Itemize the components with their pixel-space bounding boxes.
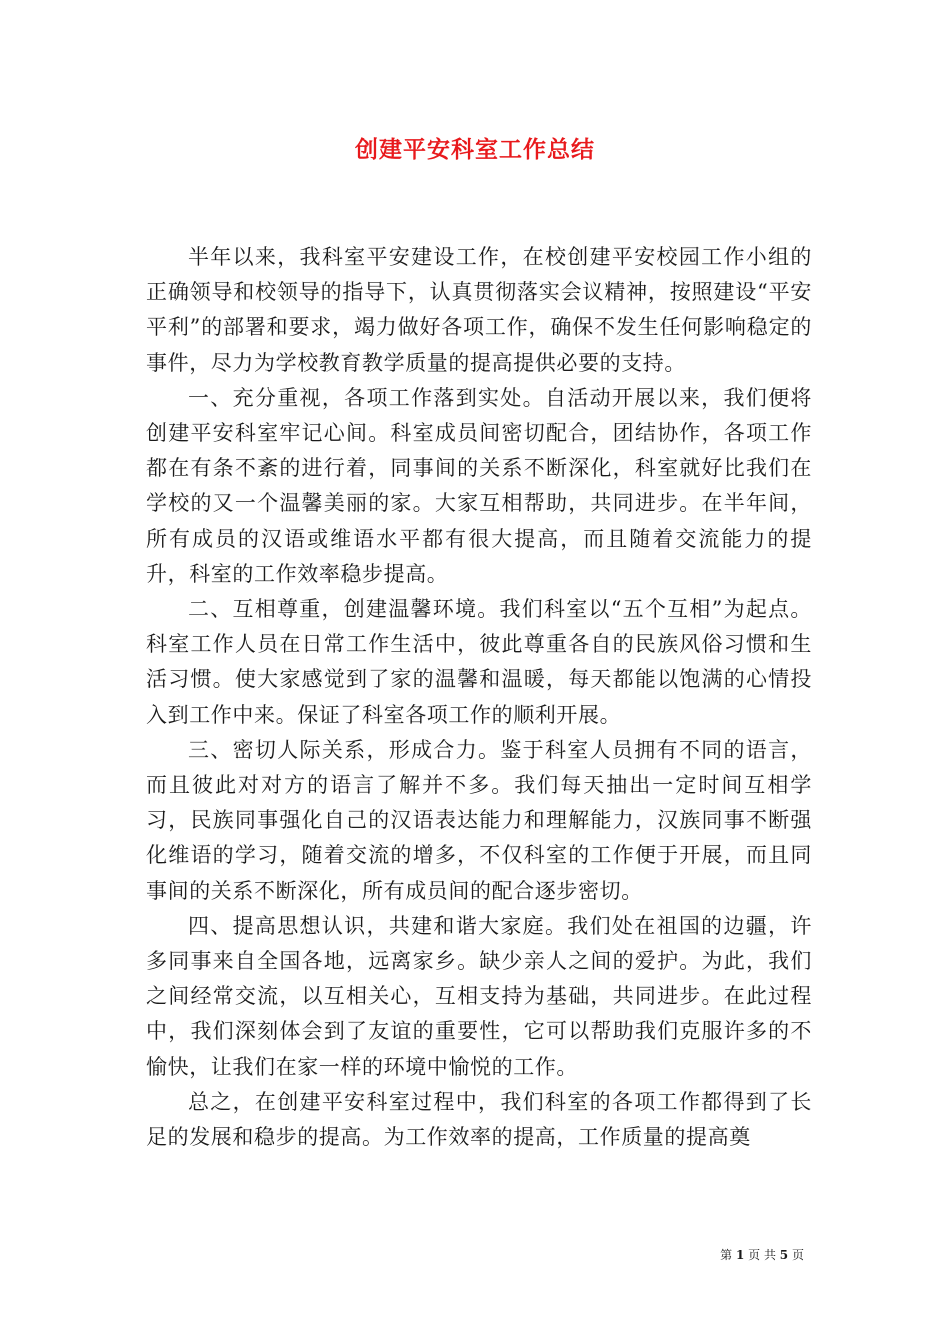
footer-suffix: 页 — [791, 1248, 804, 1262]
paragraph-conclusion: 总之，在创建平安科室过程中，我们科室的各项工作都得到了长足的发展和稳步的提高。为工作效率的提高，工作质量的提高奠 — [146, 1089, 812, 1150]
footer-middle: 页 共 — [748, 1248, 776, 1262]
paragraph-section-1: 一、充分重视，各项工作落到实处。自活动开展以来，我们便将创建平安科室牢记心间。科室成员间密切配合，团结协作，各项工作都在有条不紊的进行着，同事间的关系不断深化，科室就好比我们在学校的又一个温馨美丽的家。大家互相帮助，共同进步。在半年间，所有成员的汉语或维语水平都有很大提高，而且随着交流能力的提升，科室的工作效率稳步提高。 — [146, 385, 812, 586]
footer-prefix: 第 — [720, 1248, 733, 1262]
paragraph-section-3: 三、密切人际关系，形成合力。鉴于科室人员拥有不同的语言，而且彼此对对方的语言了解并不多。我们每天抽出一定时间互相学习，民族同事强化自己的汉语表达能力和理解能力，汉族同事不断强化维语的学习，随着交流的增多，不仅科室的工作便于开展，而且同事间的关系不断深化，所有成员间的配合逐步密切。 — [146, 737, 812, 903]
document-title: 创建平安科室工作总结 — [355, 136, 595, 163]
footer-total-pages: 5 — [779, 1248, 789, 1262]
paragraph-section-4: 四、提高思想认识，共建和谐大家庭。我们处在祖国的边疆，许多同事来自全国各地，远离家乡。缺少亲人之间的爱护。为此，我们之间经常交流，以互相关心，互相支持为基础，共同进步。在此过程中，我们深刻体会到了友谊的重要性，它可以帮助我们克服许多的不愉快，让我们在家一样的环境中愉悦的工作。 — [146, 913, 812, 1079]
paragraph-section-2: 二、互相尊重，创建温馨环境。我们科室以“五个互相”为起点。科室工作人员在日常工作生活中，彼此尊重各自的民族风俗习惯和生活习惯。使大家感觉到了家的温馨和温暖，每天都能以饱满的心情投入到工作中来。保证了科室各项工作的顺利开展。 — [146, 597, 812, 727]
document-body — [146, 240, 812, 1155]
footer-page-number: 1 — [735, 1248, 745, 1262]
paragraph-intro: 半年以来，我科室平安建设工作，在校创建平安校园工作小组的正确领导和校领导的指导下，认真贯彻落实会议精神，按照建设“平安平利”的部署和要求，竭力做好各项工作，确保不发生任何影响稳定的事件，尽力为学校教育教学质量的提高提供必要的支持。 — [146, 245, 812, 375]
page-number-footer — [720, 1247, 804, 1263]
